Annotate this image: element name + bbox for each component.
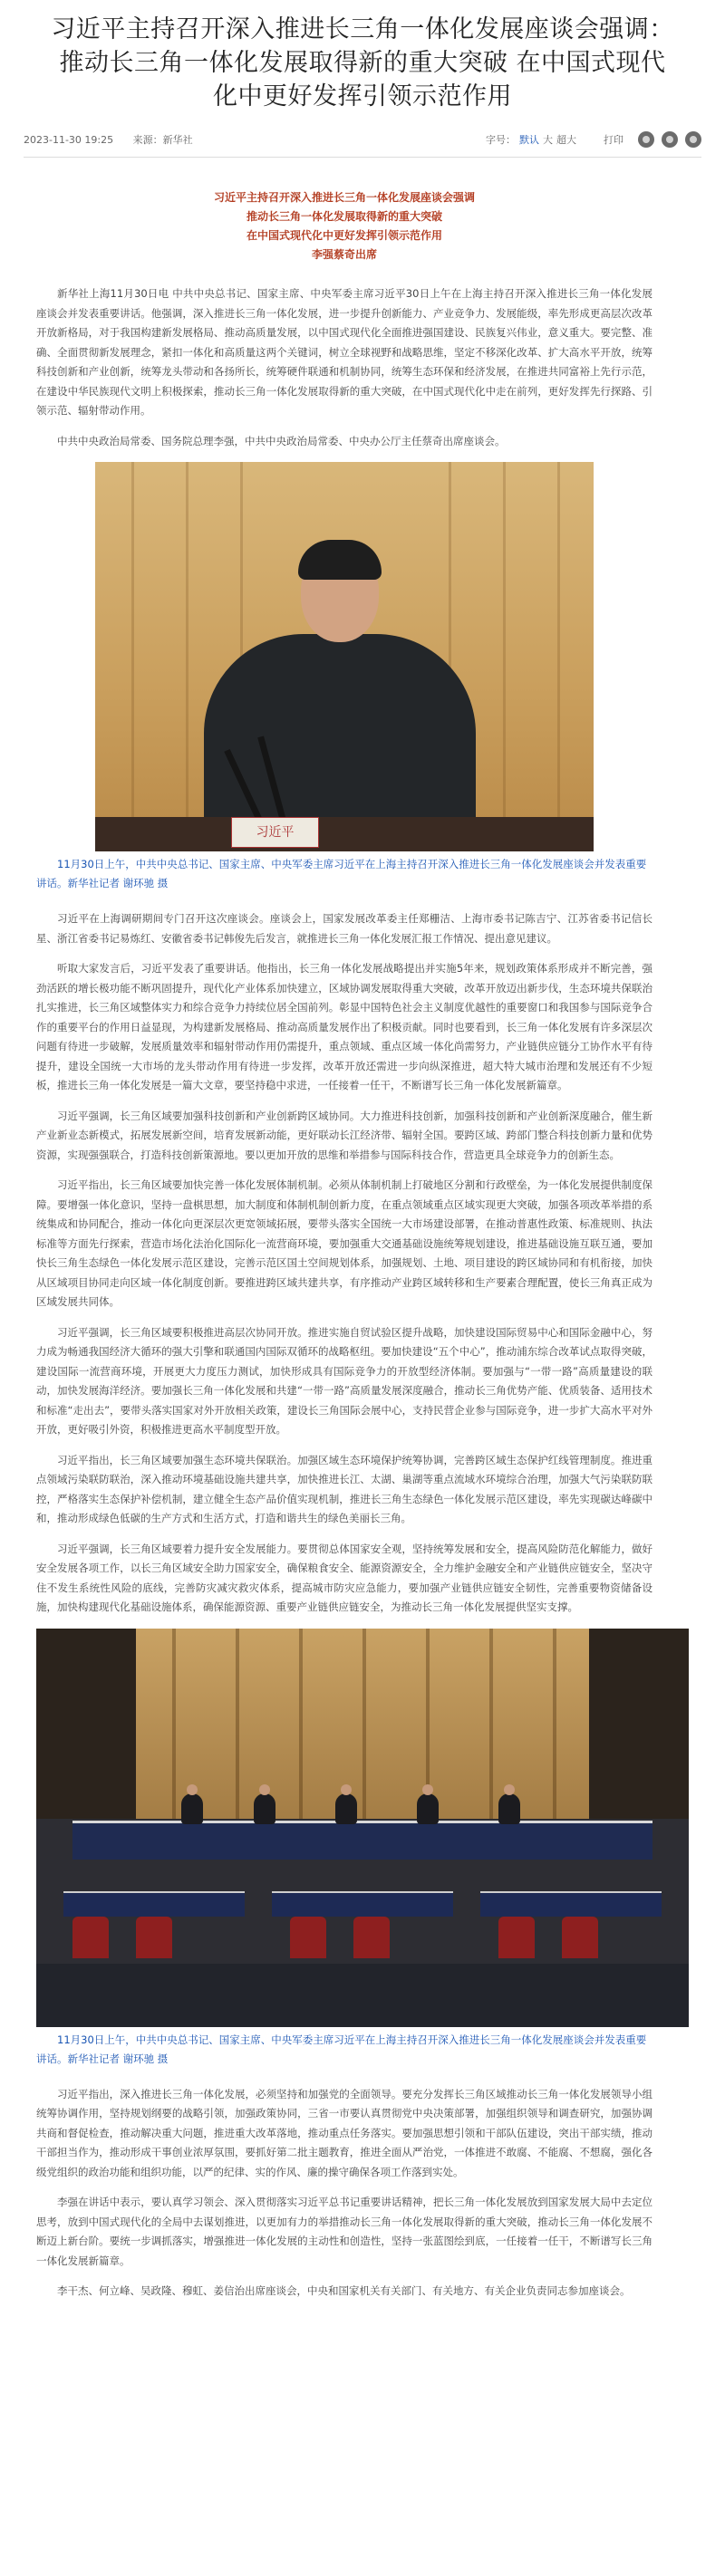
article-body [0,188,725,1618]
photo-caption: 11月30日上午，中共中央总书记、国家主席、中央军委主席习近平在上海主持召开深入推进长三角一体化发展座谈会并发表重要讲话。新华社记者 谢环驰 摄 [36,858,647,889]
paragraph: 习近平指出，深入推进长三角一体化发展，必须坚持和加强党的全面领导。要充分发挥长三角区域推动长三角一体化发展领导小组统筹协调作用，坚持规划纲要的战略引领，加强政策协同，三省一市要认真贯彻党中央决策部署，加强组织领导和调查研究，加强协调共商和督促检查，推动解决重大问题，推进重大改革落地，推动重点任务落实。要加强思想引领和干部队伍建设，突出干部实绩，推动干部担当作为，推动形成干事创业浓厚氛围，要抓好第二批主题教育，推进全面从严治党，一体推进不敢腐、不能腐、不想腐，强化各级党组织的政治功能和组织功能，以严的纪律、实的作风、廉的操守确保各项工作落到实处。 [36,2087,652,2178]
font-default-option[interactable]: 默认 [519,134,539,146]
lead-line: 李强蔡奇出席 [311,248,377,261]
paragraph: 听取大家发言后，习近平发表了重要讲话。他指出，长三角一体化发展战略提出并实施5年来，规划政策体系形成并不断完善，强劲活跃的增长极功能不断巩固提升，现代化产业体系加快建立，区域协调发展取得重大突破，改革开放迈出新步伐，生态环境共保联治扎实推进，长三角区域整体实力和综合竞争力持续位居全国前列。彰显中国特色社会主义制度优越性的重要窗口和我国参与国际竞争合作的重要平台的作用日益显现，为构建新发展格局、推动高质量发展作出了积极贡献。同时也要看到，长三角一体化发展有许多深层次问题有待进一步破解，发展质量效率和辐射带动作用仍需提升，重点领域、重点区域一体化尚需努力，产业链供应链分工协作水平有待提升，建设全国统一大市场的龙头带动作用有待进一步发挥，改革开放还需进一步向纵深推进，超大特大城市治理和发展还有不少短板，推进长三角一体化发展是一篇大文章，要坚持稳中求进，一任接着一任干，不断谱写长三角一体化发展新篇章。 [36,962,652,1091]
title-line: 化中更好发挥引领示范作用 [213,82,512,111]
paragraph: 习近平强调，长三角区域要着力提升安全发展能力。要贯彻总体国家安全观，坚持统筹发展和安全，提高风险防范化解能力，做好安全发展各项工作，以长三角区域安全助力国家安全，确保粮食安全、能源资源安全，全力维护金融安全和产业链供应链安全，坚决守住不发生系统性风险的底线，完善防灾减灾救灾体系，提高城市防灾应急能力，要加强产业链供应链安全韧性，完善重要物资储备设施，加快构建现代化基础设施体系，确保能源资源、重要产业链供应链安全，为推动长三角一体化发展提供坚实支撑。 [36,1542,652,1613]
photo-speaker [95,462,594,851]
print-button[interactable]: 打印 [604,134,624,146]
nameplate: 习近平 [231,817,319,848]
paragraph: 李强在讲话中表示，要认真学习领会、深入贯彻落实习近平总书记重要讲话精神，把长三角一体化发展放到国家发展大局中去定位思考，放到中国式现代化的全局中去谋划推进，以更加有力的举措推动长三角一体化发展取得新的重大突破，推动长三角一体化发展不断迈上新台阶。要统一步调抓落实，增强推进一体化发展的主动性和创造性，坚持一张蓝图绘到底，一任接着一任干，不断谱写长三角一体化发展新篇章。 [36,2196,652,2267]
lead-line: 习近平主持召开深入推进长三角一体化发展座谈会强调 [213,191,475,204]
qq-icon[interactable] [685,131,701,148]
title-line: 习近平主持召开深入推进长三角一体化发展座谈会强调： [51,15,674,43]
paragraph: 习近平指出，长三角区域要加强生态环境共保联治。加强区域生态环境保护统筹协调，完善跨区域生态保护红线管理制度。推进重点领域污染联防联治，深入推动环境基础设施共建共享，加快推进长江、太湖、巢湖等重点流域水环境综合治理，加强大气污染联防联控，严格落实生态保护补偿机制，建立健全生态产品价值实现机制，推进长三角生态绿色一体化发展示范区建设，率先实现碳达峰碳中和，推动形成绿色低碳的生产方式和生活方式，打造和谐共生的绿色美丽长三角。 [36,1453,652,1524]
article-source: 来源：新华社 [132,134,193,146]
paragraph: 习近平强调，长三角区域要积极推进高层次协同开放。推进实施自贸试验区提升战略，加快建设国际贸易中心和国际金融中心，努力成为畅通我国经济大循环的强大引擎和联通国内国际双循环的战略枢纽。要加快建设“五个中心”，推动浦东综合改革试点取得突破，建设国际一流营商环境，开展更大力度压力测试，加快形成具有国际竞争力的开放型经济体制。要加强与“一带一路”高质量建设的联动，加快发展海洋经济。要加强长三角一体化发展和共建“一带一路”高质量发展深度融合，推动长三角优势产能、优质装备、适用技术和标准“走出去”，要带头落实国家对外开放相关政策，建设长三角国际会展中心，支持民营企业参与国际竞争，进一步扩大高水平对外开放，更好吸引外资，积极推进更高水平制度型开放。 [36,1325,652,1436]
paragraph: 习近平在上海调研期间专门召开这次座谈会。座谈会上，国家发展改革委主任郑栅洁、上海市委书记陈吉宁、江苏省委书记信长星、浙江省委书记易炼红、安徽省委书记韩俊先后发言，就推进长三角一体化发展汇报工作情况、提出意见建议。 [36,912,652,945]
font-size-label: 字号： [486,134,516,146]
paragraph: 习近平强调，长三角区域要加强科技创新和产业创新跨区域协同。大力推进科技创新，加强科技创新和产业创新深度融合，催生新产业新业态新模式，拓展发展新空间，培育发展新动能，更好联动长江经济带、辐射全国。要跨区域、跨部门整合科技创新力量和优势资源，实现强强联合，打造科技创新策源地。要以更加开放的思维和举措参与国际科技合作，营造更具全球竞争力的创新生态。 [36,1109,652,1161]
font-bigger-option[interactable]: 超大 [556,134,576,146]
photo-meeting-room [36,1629,689,2027]
paragraph: 李干杰、何立峰、吴政隆、穆虹、姜信治出席座谈会，中央和国家机关有关部门、有关地方、有关企业负责同志参加座谈会。 [57,2284,631,2297]
publish-date: 2023-11-30 19:25 [24,134,114,146]
paragraph: 习近平指出，长三角区域要加快完善一体化发展体制机制。必须从体制机制上打破地区分割和行政壁垒，为一体化发展提供制度保障。要增强一体化意识，坚持一盘棋思想，加大制度和体制机制创新力度，在重点领域重点区域实现更大突破，加强各项改革举措的系统集成和协同配合，推动一体化向更深层次更宽领域拓展，要带头落实全国统一大市场建设部署，在推动普惠性政策、标准规则、执法标准等方面先行探索，营造市场化法治化国际化一流营商环境，要加强重大交通基础设施统筹规划建设，推进基础设施互联互通，要加快长三角生态绿色一体化发展示范区建设，完善示范区国土空间规划体系，加强规划、土地、项目建设的跨区域协同和有机衔接，加快从区域项目协同走向区域一体化制度创新。要推进跨区域共建共享，有序推动产业跨区域转移和生产要素合理配置，使长三角真正成为区域发展共同体。 [36,1178,652,1308]
font-size-selector [484,132,578,147]
paragraph: 新华社上海11月30日电 中共中央总书记、国家主席、中央军委主席习近平30日上午在上海主持召开深入推进长三角一体化发展座谈会并发表重要讲话。他强调，深入推进长三角一体化发展，进一步提升创新能力、产业竞争力、发展能级，率先形成更高层次改革开放新格局，对于我国构建新发展格局、推动高质量发展，以中国式现代化全面推进强国建设、民族复兴伟业，意义重大。要完整、准确、全面贯彻新发展理念，紧扣一体化和高质量这两个关键词，树立全球视野和战略思维，坚定不移深化改革、扩大高水平开放，统筹科技创新和产业创新，统筹龙头带动和各扬所长，统筹硬件联通和机制协同，统筹生态环保和经济发展，在推进共同富裕上先行示范，在建设中华民族现代文明上积极探索，推动长三角一体化发展取得新的重大突破，在中国式现代化中走在前列，更好发挥先行探路、引领示范、辐射带动作用。 [36,287,652,417]
meta-right [484,131,701,148]
article-header [0,0,725,158]
article-tail [0,2031,725,2302]
wechat-icon[interactable] [638,131,654,148]
weibo-icon[interactable] [662,131,678,148]
lead-block [36,188,652,264]
font-big-option[interactable]: 大 [543,134,553,146]
article-meta [24,128,701,158]
photo-caption: 11月30日上午，中共中央总书记、国家主席、中央军委主席习近平在上海主持召开深入推进长三角一体化发展座谈会并发表重要讲话。新华社记者 谢环驰 摄 [36,2033,647,2065]
article-title [24,13,701,113]
title-line: 推动长三角一体化发展取得新的重大突破 在中国式现代 [59,49,666,77]
lead-line: 推动长三角一体化发展取得新的重大突破 [246,210,442,223]
meta-left [24,132,209,147]
lead-line: 在中国式现代化中更好发挥引领示范作用 [246,229,442,242]
paragraph: 中共中央政治局常委、国务院总理李强，中共中央政治局常委、中央办公厅主任蔡奇出席座谈会。 [57,434,506,447]
